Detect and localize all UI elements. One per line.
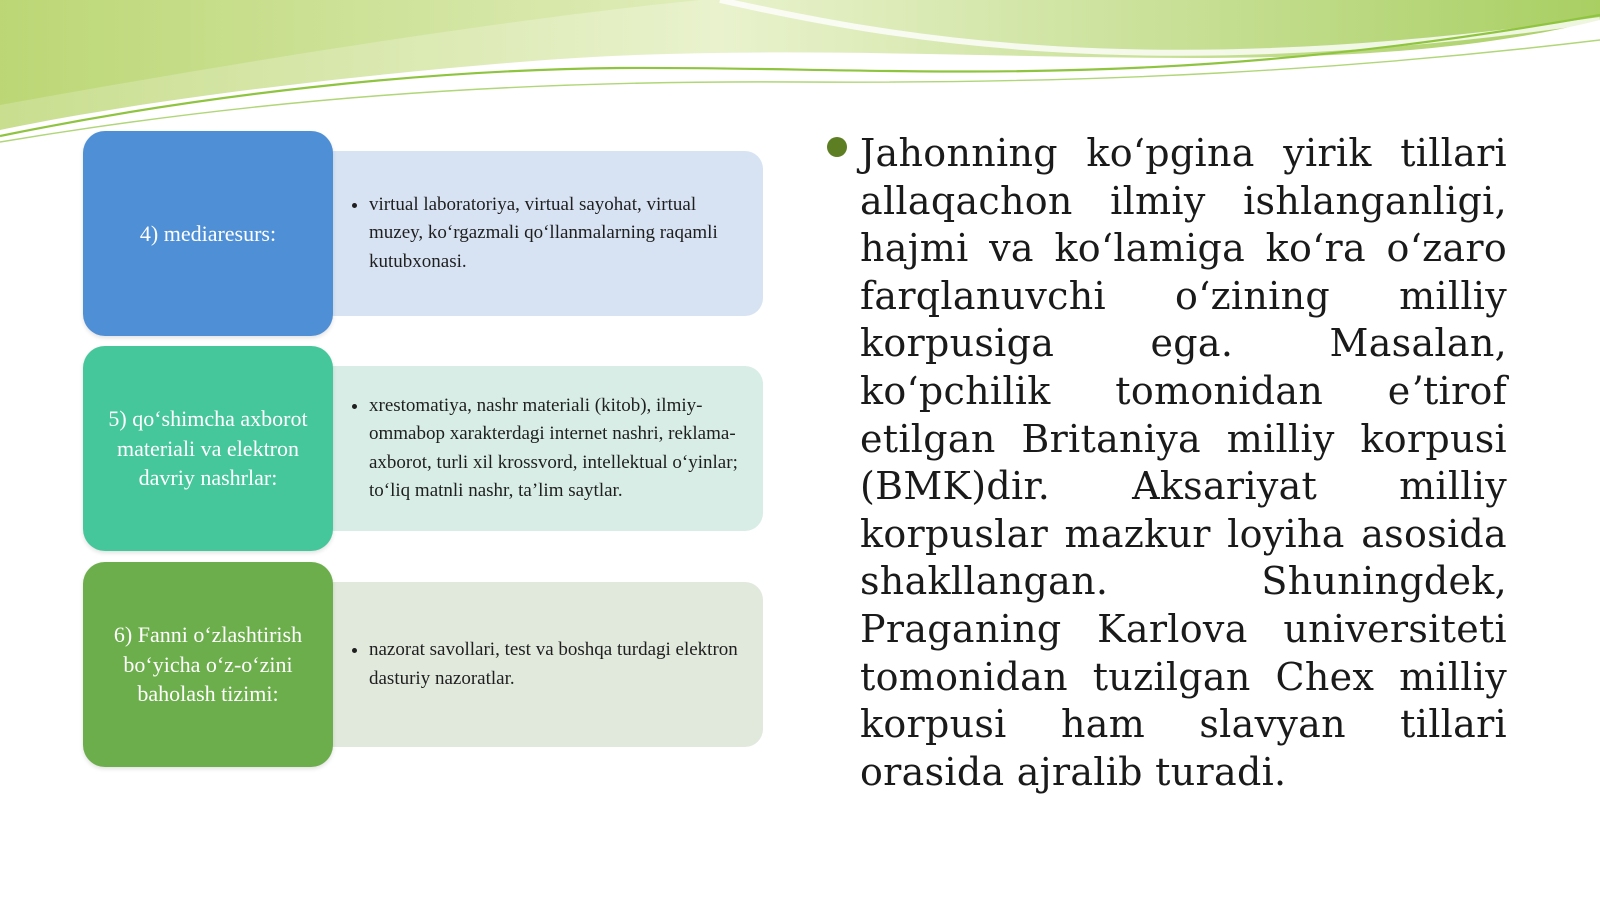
card-bullet-list bbox=[351, 392, 743, 506]
card-label-baholash: 6) Fanni oʻzlashtirish boʻyicha oʻz-oʻzini baholash tizimi: bbox=[83, 562, 333, 767]
card-bullet-list bbox=[351, 191, 743, 277]
body-paragraph: Jahonning koʻpgina yirik tillari allaqachon ilmiy ishlanganligi, hajmi va koʻlamiga koʻra oʻzaro farqlanuvchi oʻzining milliy korpusiga ega. Masalan, koʻpchilik tomonidan eʼtirof etilgan Britaniya milliy korpusi (BMK)dir. Aksariyat milliy korpuslar mazkur loyiha asosida shakllangan. Shuningdek, Praganing Karlova universiteti tomonidan tuzilgan Chex milliy korpusi ham slavyan tillari orasida ajralib turadi. bbox=[860, 131, 1507, 794]
card-row-mediaresurs bbox=[83, 131, 783, 336]
card-bullet-item: • virtual laboratoriya, virtual sayohat, virtual muzey, koʻrgazmali qoʻllanmalarning raqamli kutubxonasi. bbox=[369, 191, 743, 277]
card-row-baholash bbox=[83, 562, 783, 767]
card-body-axborot bbox=[309, 366, 763, 531]
card-label-axborot: 5) qoʻshimcha axborot materiali va elektron davriy nashrlar: bbox=[83, 346, 333, 551]
card-row-axborot bbox=[83, 346, 783, 551]
card-bullet-item: • xrestomatiya, nashr materiali (kitob), ilmiy-ommabop xarakterdagi internet nashri, reklama-axborot, turli xil krossvord, intellektual oʻyinlar; toʻliq matnli nashr, taʼlim saytlar. bbox=[369, 392, 743, 506]
card-body-mediaresurs bbox=[309, 151, 763, 316]
card-label-mediaresurs: 4) mediaresurs: bbox=[83, 131, 333, 336]
card-bullet-list bbox=[351, 636, 743, 693]
card-bullet-item: • nazorat savollari, test va boshqa turdagi elektron dasturiy nazoratlar. bbox=[369, 636, 743, 693]
bullet-dot-icon bbox=[827, 137, 847, 157]
header-wave-decoration bbox=[0, 0, 1600, 150]
card-body-baholash bbox=[309, 582, 763, 747]
